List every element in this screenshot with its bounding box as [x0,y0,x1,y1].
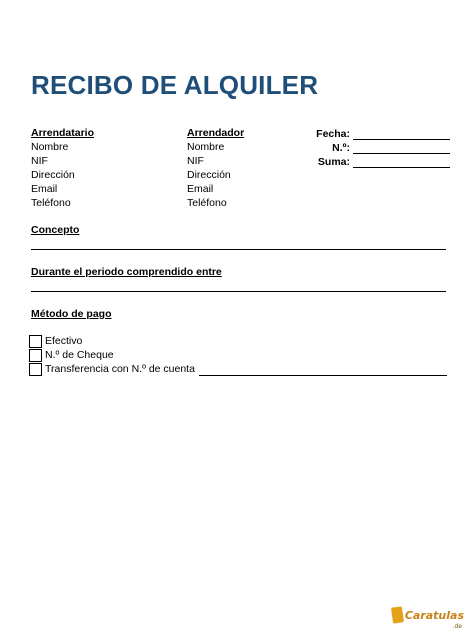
periodo-heading: Durante el periodo comprendido entre [31,266,222,278]
document-title: RECIBO DE ALQUILER [31,70,319,100]
periodo-input-line[interactable] [31,291,446,292]
arrendatario-nombre-label: Nombre [31,141,69,153]
logo-subtext: .de [452,623,462,630]
suma-field [300,154,450,168]
transferencia-checkbox[interactable] [29,363,42,376]
arrendador-telefono-label: Teléfono [187,197,227,209]
cheque-checkbox[interactable] [29,349,42,362]
payment-option-transferencia [29,362,195,376]
arrendatario-direccion-label: Dirección [31,169,75,181]
efectivo-label: Efectivo [45,335,83,347]
concepto-input-line[interactable] [31,249,446,250]
logo-icon [391,606,404,623]
caratulas-logo [392,604,464,630]
fecha-input-line[interactable] [353,128,450,140]
arrendador-heading: Arrendador [187,127,245,139]
arrendatario-email-label: Email [31,183,58,195]
receipt-meta-fields [300,126,450,168]
arrendatario-heading: Arrendatario [31,127,95,139]
payment-option-efectivo [29,334,82,348]
arrendatario-section [31,126,94,210]
numero-input-line[interactable] [353,142,450,154]
efectivo-checkbox[interactable] [29,335,42,348]
arrendador-email-label: Email [187,183,214,195]
metodo-pago-heading: Método de pago [31,308,112,320]
numero-label: N.º: [332,142,350,154]
fecha-field [300,126,450,140]
concepto-heading: Concepto [31,224,80,236]
transferencia-label: Transferencia con N.º de cuenta [45,363,195,375]
arrendador-section [187,126,244,210]
arrendador-direccion-label: Dirección [187,169,231,181]
arrendatario-telefono-label: Teléfono [31,197,71,209]
fecha-label: Fecha: [316,128,350,140]
cuenta-input-line[interactable] [199,375,447,376]
arrendatario-nif-label: NIF [31,155,48,167]
cheque-label: N.º de Cheque [45,349,114,361]
arrendador-nombre-label: Nombre [187,141,225,153]
arrendador-nif-label: NIF [187,155,204,167]
logo-text: Caratulas [404,608,464,622]
suma-input-line[interactable] [353,156,450,168]
payment-option-cheque [29,348,114,362]
numero-field [300,140,450,154]
suma-label: Suma: [317,156,350,168]
